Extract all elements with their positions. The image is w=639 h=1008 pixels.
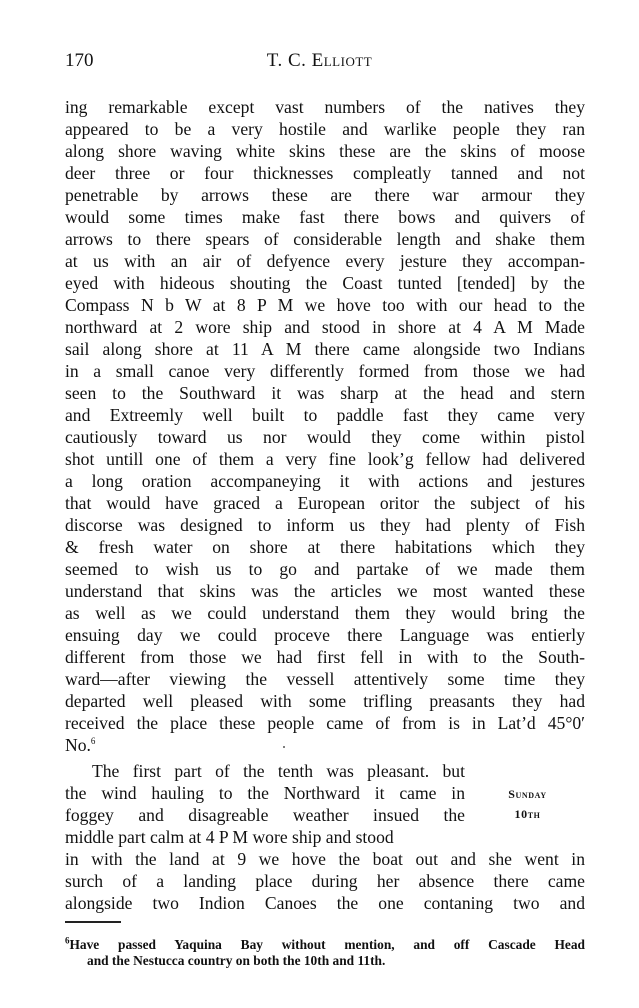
text-line: different from those we had first fell in with to the South-	[65, 647, 585, 667]
text-line: received the place these people came of from is in Lat’d 45°0′	[65, 713, 585, 733]
text-line: The first part of the tenth was pleasant. but	[92, 761, 465, 781]
text-line: seen to the Southward it was sharp at the head and stern	[65, 383, 585, 403]
text-line: would some times make fast there bows and quivers of	[65, 207, 585, 227]
text-line: cautiously toward us nor would they come within pistol	[65, 427, 585, 447]
side-note-day: Sunday	[508, 787, 547, 801]
running-head-title: T. C. Elliott	[266, 50, 373, 71]
text-line: shot untill one of them a very fine look’g fellow had delivered	[65, 449, 585, 469]
footnote-text: Have passed Yaquina Bay without mention, and off Cascade Head	[69, 937, 585, 952]
running-head	[0, 50, 639, 72]
text-line: discorse was designed to inform us they had plenty of Fish	[65, 515, 585, 535]
page-number: 170	[65, 50, 94, 71]
text-line: foggey and disagreable weather insued the	[65, 805, 465, 825]
text-line: deer three or four thicknesses compleatly tanned and not	[65, 163, 585, 183]
text-line: seemed to wish us to go and partake of we made them	[65, 559, 585, 579]
text-line: appeared to be a very hostile and warlike people they ran	[65, 119, 585, 139]
side-note-date: 10th	[514, 807, 541, 821]
footnote-reference: 6	[90, 736, 96, 747]
text-line: as well as we could understand them they would bring the	[65, 603, 585, 623]
text-line-content: No.	[65, 735, 91, 755]
footnote-divider	[65, 921, 121, 923]
text-line: northward at 2 wore ship and stood in shore at 4 A M Made	[65, 317, 585, 337]
text-line: ward—after viewing the vessell attentively some time they	[65, 669, 585, 689]
text-line: eyed with hideous shouting the Coast tunted [tended] by the	[65, 273, 585, 293]
stray-mark	[283, 746, 285, 748]
text-line: at us with an air of defyence every jesture they accompan-	[65, 251, 585, 271]
text-line: alongside two Indion Canoes the one contaning two and	[65, 893, 585, 913]
text-line: along shore waving white skins these are the skins of moose	[65, 141, 585, 161]
footnote-marker: 6	[65, 935, 70, 946]
text-line: sail along shore at 11 A M there came alongside two Indians	[65, 339, 585, 359]
text-line: ing remarkable except vast numbers of the natives they	[65, 97, 585, 117]
text-line: and Extreemly well built to paddle fast they came very	[65, 405, 585, 425]
footnote-line	[65, 937, 585, 953]
text-line: & fresh water on shore at there habitations which they	[65, 537, 585, 557]
text-line: penetrable by arrows these are there war armour they	[65, 185, 585, 205]
text-line: the wind hauling to the Northward it came in	[65, 783, 465, 803]
text-line: that would have graced a European oritor the subject of his	[65, 493, 585, 513]
text-line: middle part calm at 4 P M wore ship and stood	[65, 827, 394, 847]
text-line: a long oration accompaneying it with actions and jestures	[65, 471, 585, 491]
text-line: Compass N b W at 8 P M we hove too with our head to the	[65, 295, 585, 315]
text-line: understand that skins was the articles we most wanted these	[65, 581, 585, 601]
footnote-line: and the Nestucca country on both the 10th and 11th.	[87, 953, 386, 968]
text-line: ensuing day we could proceve there Language was entierly	[65, 625, 585, 645]
text-line: in with the land at 9 we hove the boat out and she went in	[65, 849, 585, 869]
text-line	[65, 734, 585, 756]
text-line: departed well pleased with some trifling preasants they had	[65, 691, 585, 711]
text-line: surch of a landing place during her absence there came	[65, 871, 585, 891]
text-line: arrows to there spears of considerable length and shake them	[65, 229, 585, 249]
text-line: in a small canoe very differently formed from those we had	[65, 361, 585, 381]
